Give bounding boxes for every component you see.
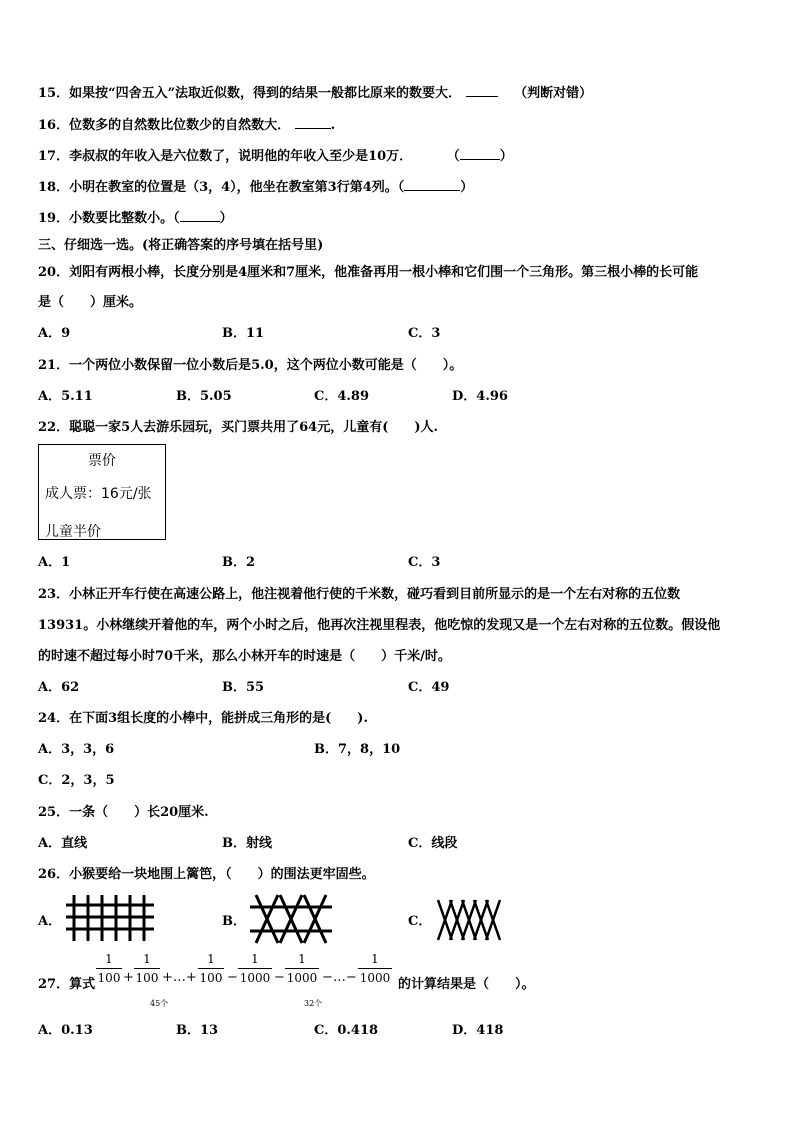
option-a[interactable]: A．62: [38, 680, 80, 695]
operator: +: [123, 970, 134, 985]
option-c[interactable]: C．2，3，5: [38, 773, 115, 788]
option-b[interactable]: B．射线: [222, 836, 272, 851]
fraction: 1 100: [135, 952, 159, 985]
option-b[interactable]: B．: [222, 914, 246, 929]
option-c[interactable]: C．0.418: [314, 1023, 379, 1038]
adult-price: 成人票：16元/张: [45, 486, 152, 502]
question-22: 22．聪聪一家5人去游乐园玩，买门票共用了64元，儿童有( )人.: [38, 420, 439, 435]
option-b[interactable]: B．5.05: [176, 389, 232, 404]
option-b[interactable]: B．7，8，10: [314, 742, 401, 757]
section-heading: 三、仔细选一选。(将正确答案的序号填在括号里): [38, 238, 324, 253]
operator: −…−: [322, 970, 357, 985]
fence-cross-icon: [436, 898, 504, 942]
question-26: 26．小猴要给一块地围上篱笆，（ ）的围法更牢固些。: [38, 867, 375, 882]
option-a[interactable]: A．0.13: [38, 1023, 93, 1038]
question-text: 18．小明在教室的位置是（3，4），他坐在教室第3行第4列。: [38, 180, 398, 195]
fence-cross-horizontal-icon: [248, 893, 334, 945]
question-text: 19．小数要比整数小。: [38, 211, 174, 226]
paren-close: ）: [460, 180, 474, 195]
question-note: （判断对错）: [514, 86, 593, 101]
option-a[interactable]: A．9: [38, 326, 71, 341]
question-18: [38, 176, 473, 195]
question-text: 15．如果按“四舍五入”法取近似数，得到的结果一般都比原来的数要大．: [38, 86, 462, 101]
fraction: 1 100: [97, 952, 121, 985]
option-a[interactable]: A．: [38, 914, 62, 929]
question-27-suffix: 的计算结果是（ ）。: [398, 977, 535, 992]
question-20-line-1: 20．刘阳有两根小棒，长度分别是4厘米和7厘米，他准备再用一根小棒和它们围一个三角形。第三根小棒的长可能: [38, 265, 699, 280]
answer-blank[interactable]: [466, 96, 498, 97]
answer-blank[interactable]: [180, 221, 220, 222]
fraction: 1 1000: [239, 952, 271, 985]
child-price: 儿童半价: [45, 524, 101, 540]
paren-open: （: [446, 149, 460, 164]
option-a[interactable]: A．3，3，6: [38, 742, 115, 757]
paren-close: ）: [499, 149, 513, 164]
count-label: 32个: [304, 999, 323, 1008]
fraction: 1 1000: [359, 952, 391, 985]
option-b[interactable]: B．11: [222, 326, 265, 341]
question-27-prefix: 27．算式: [38, 977, 96, 992]
option-c[interactable]: C．3: [408, 326, 441, 341]
option-a[interactable]: A．5.11: [38, 389, 93, 404]
question-24: 24．在下面3组长度的小棒中，能拼成三角形的是( ).: [38, 711, 368, 726]
option-a[interactable]: A．直线: [38, 836, 88, 851]
option-c[interactable]: C．4.89: [314, 389, 370, 404]
question-25: 25．一条（ ）长20厘米.: [38, 805, 209, 820]
period: .: [330, 118, 336, 133]
option-b[interactable]: B．55: [222, 680, 265, 695]
option-d[interactable]: D．418: [452, 1023, 504, 1038]
question-text: 17．李叔叔的年收入是六位数了，说明他的年收入至少是10万．: [38, 149, 413, 164]
fraction: 1 100: [199, 952, 223, 985]
question-21: 21．一个两位小数保留一位小数后是5.0，这个两位小数可能是（ ）。: [38, 358, 463, 373]
option-c[interactable]: C．: [408, 914, 432, 929]
fence-grid-icon: [64, 893, 156, 943]
question-23-line-1: 23．小林正开车行使在高速公路上，他注视着他行使的千米数，碰巧看到目前所显示的是一个左右对称的五位数: [38, 587, 681, 602]
option-b[interactable]: B．2: [222, 555, 256, 570]
question-23-line-2: 13931。小林继续开着他的车，两个小时之后，他再次注视里程表，他吃惊的发现又是一个左右对称的五位数。假设他: [38, 618, 721, 633]
question-15: [38, 82, 592, 101]
operator: +…+: [162, 970, 197, 985]
paren-open: （: [173, 211, 180, 226]
paren-close: ）: [219, 211, 233, 226]
option-b[interactable]: B．13: [176, 1023, 219, 1038]
answer-blank[interactable]: [295, 128, 331, 129]
question-20-line-2: 是（ ）厘米。: [38, 295, 143, 310]
answer-blank[interactable]: [460, 159, 500, 160]
question-19: [38, 207, 233, 226]
question-16: [38, 114, 335, 133]
question-text: 16．位数多的自然数比位数少的自然数大．: [38, 118, 291, 133]
option-c[interactable]: C．3: [408, 555, 441, 570]
count-label: 45个: [150, 999, 169, 1008]
question-17: [38, 145, 513, 164]
table-title: 票价: [88, 453, 116, 469]
answer-blank[interactable]: [404, 190, 460, 191]
question-23-line-3: 的时速不超过每小时70千米，那么小林开车的时速是（ ）千米/时。: [38, 649, 451, 664]
paren-open: （: [397, 180, 405, 195]
ticket-price-table: [38, 444, 166, 540]
fraction: 1 1000: [286, 952, 318, 985]
option-c[interactable]: C．线段: [408, 836, 458, 851]
operator: −: [227, 970, 238, 985]
option-c[interactable]: C．49: [408, 680, 450, 695]
option-d[interactable]: D．4.96: [452, 389, 508, 404]
operator: −: [274, 970, 285, 985]
option-a[interactable]: A．1: [38, 555, 71, 570]
